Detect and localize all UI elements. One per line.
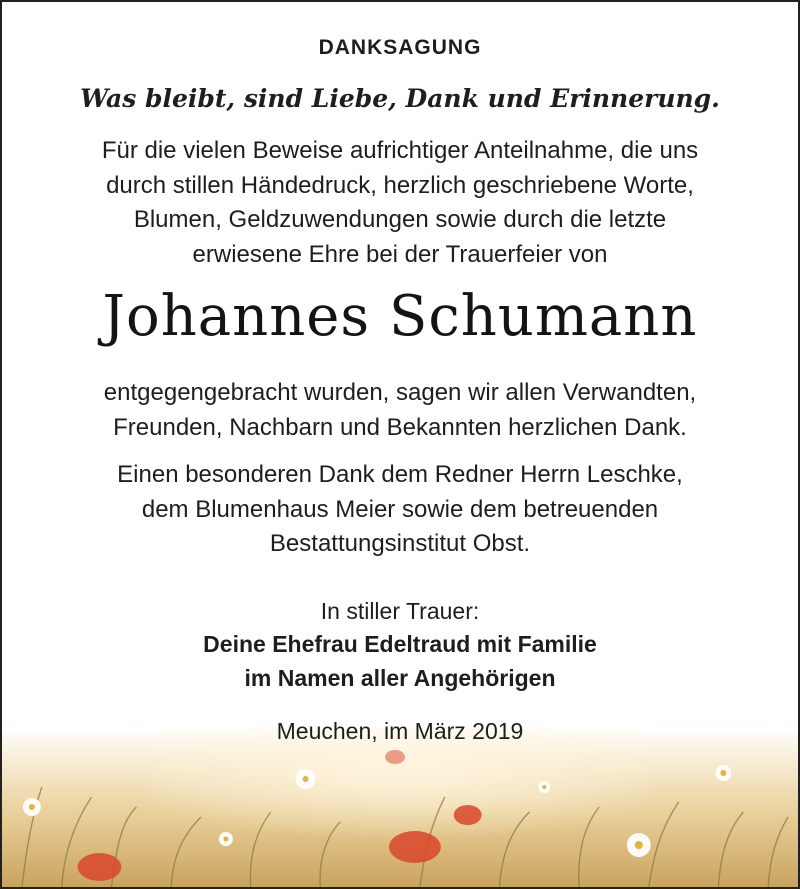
signature-family: Deine Ehefrau Edeltraud mit Familie (203, 631, 597, 657)
thanks-line: entgegengebracht wurden, sagen wir allen Verwandten, (103, 379, 697, 406)
meadow-illustration (2, 727, 798, 887)
special-thanks-line: Bestattungsinstitut Obst. (269, 530, 531, 557)
thanks-paragraph (42, 376, 758, 445)
intro-line: erwiesene Ehre bei der Trauerfeier von (192, 240, 608, 268)
place-date: Meuchen, im März 2019 (276, 718, 524, 744)
intro-line: durch stillen Händedruck, herzlich geschriebene Worte, (106, 171, 694, 199)
meadow-background-image (2, 727, 798, 887)
signature-intro: In stiller Trauer: (320, 598, 480, 624)
special-thanks-line: Einen besonderen Dank dem Redner Herrn Leschke, (117, 461, 683, 488)
signature-relatives: im Namen aller Angehörigen (244, 665, 556, 691)
intro-paragraph (42, 134, 758, 272)
deceased-name: Johannes Schumann (102, 284, 698, 349)
motto: Was bleibt, sind Liebe, Dank und Erinnerung. (80, 84, 720, 113)
intro-line: Für die vielen Beweise aufrichtiger Anteilnahme, die uns (101, 137, 699, 164)
thanks-line: Freunden, Nachbarn und Bekannten herzlichen Dank. (113, 413, 687, 441)
special-thanks-line: dem Blumenhaus Meier sowie dem betreuenden (141, 495, 659, 523)
special-thanks-paragraph (42, 458, 758, 562)
heading: DANKSAGUNG (318, 36, 482, 59)
intro-line: Blumen, Geldzuwendungen sowie durch die letzte (133, 206, 667, 233)
